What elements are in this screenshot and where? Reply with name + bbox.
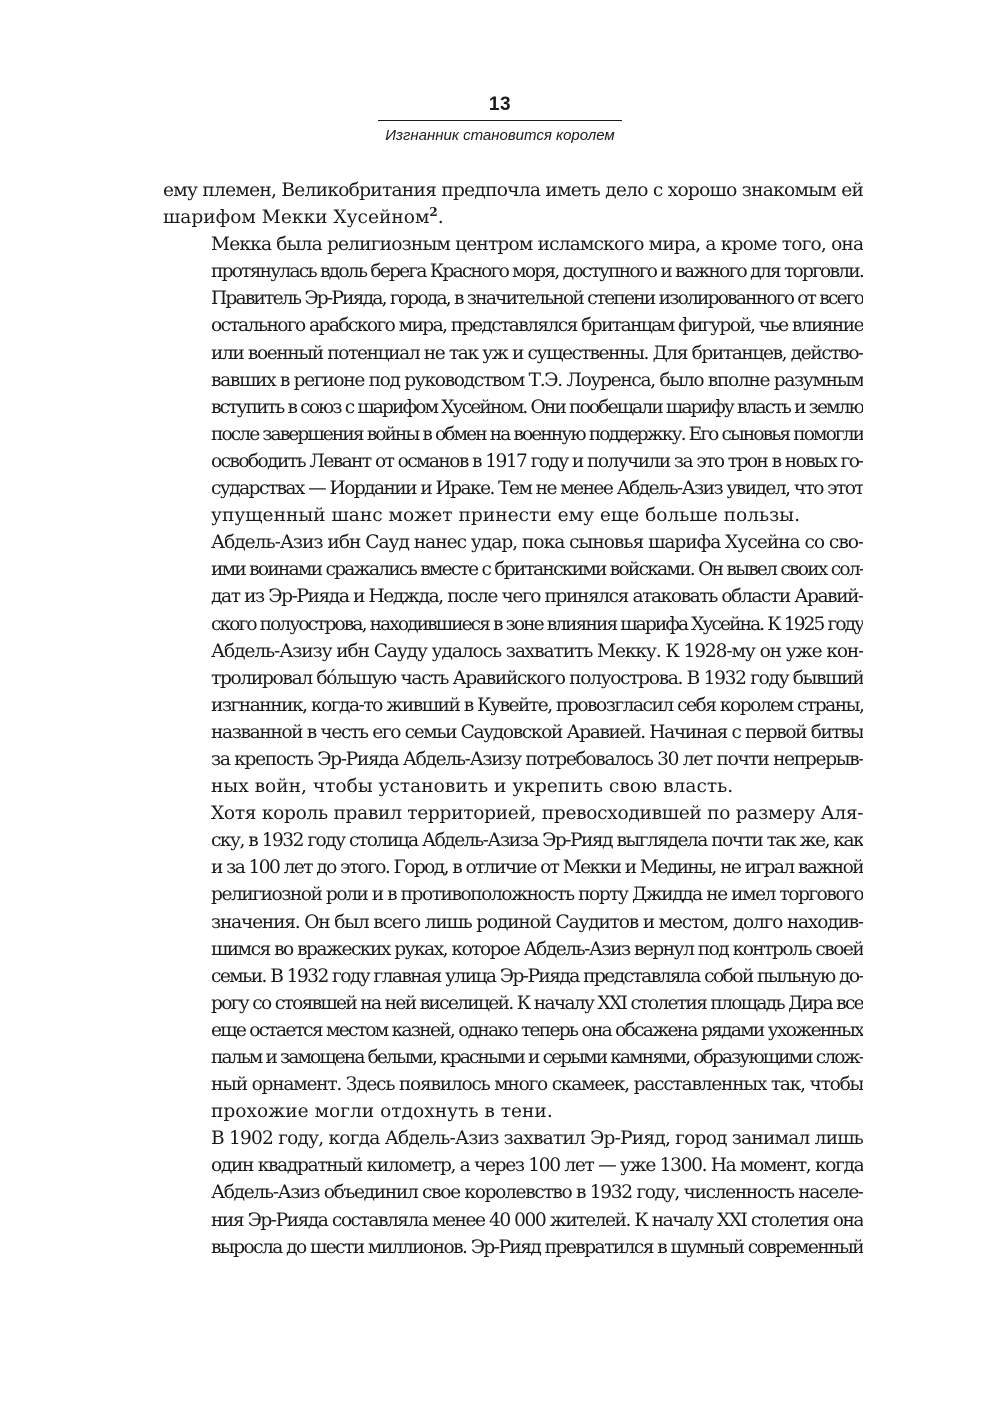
text-line: Хотя король правил территорией, превосходившей по размеру Аля- <box>211 803 863 825</box>
running-title: Изгнанник становится королем <box>385 127 615 144</box>
text-line: Абдель-Азиз объединил свое королевство в 1932 году, численность населе- <box>211 1182 863 1204</box>
sentence-end: . <box>437 207 444 229</box>
text-line: Правитель Эр-Рияда, города, в значительной степени изолированного от всего <box>211 288 863 310</box>
page-header <box>0 92 1000 147</box>
text-line: Мекка была религиозным центром исламского мира, а кроме того, она <box>211 234 863 256</box>
text-line: остального арабского мира, представлялся британцам фигурой, чье влияние <box>211 315 863 337</box>
text-line: ску, в 1932 году столица Абдель-Азиза Эр-Рияд выглядела почти так же, как <box>211 830 863 852</box>
text-line <box>163 204 863 231</box>
text-line: выросла до шести миллионов. Эр-Рияд превратился в шумный современный <box>211 1236 863 1258</box>
paragraph-2 <box>163 231 863 529</box>
paragraph-3 <box>163 529 863 800</box>
text-line: ими воинами сражались вместе с британскими войсками. Он вывел своих сол- <box>211 559 863 581</box>
text-line: прохожие могли отдохнуть в тени. <box>211 1101 553 1123</box>
text-line: протянулась вдоль берега Красного моря, доступного и важного для торговли. <box>211 261 863 283</box>
text-line: ный орнамент. Здесь появилось много скамеек, расставленных так, чтобы <box>211 1074 863 1096</box>
text-line: изгнанник, когда-то живший в Кувейте, провозгласил себя королем страны, <box>211 694 863 716</box>
text-line: освободить Левант от османов в 1917 году и получили за это трон в новых го- <box>211 450 863 472</box>
text-line-content: шарифом Мекки Хусейном <box>163 207 430 229</box>
text-line: дат из Эр-Рияда и Неджда, после чего принялся атаковать области Аравий- <box>211 586 863 608</box>
text-line: Абдель-Азиз ибн Сауд нанес удар, пока сыновья шарифа Хусейна со сво- <box>211 532 863 554</box>
paragraph-4 <box>163 800 863 1125</box>
text-line: шимся во вражеских руках, которое Абдель-Азиз вернул под контроль своей <box>211 938 863 960</box>
text-line: семьи. В 1932 году главная улица Эр-Рияда представляла собой пыльную до- <box>211 965 863 987</box>
text-line: или военный потенциал не так уж и существенны. Для британцев, действо- <box>211 342 863 364</box>
text-line: ского полуострова, находившиеся в зоне влияния шарифа Хусейна. К 1925 году <box>211 613 863 635</box>
text-line: названной в честь его семьи Саудовской Аравией. Начиная с первой битвы <box>211 721 863 743</box>
text-line: упущенный шанс может принести ему еще больше пользы. <box>211 505 801 527</box>
paragraph-1 <box>163 177 863 231</box>
text-line: религиозной роли и в противоположность порту Джидда не имел торгового <box>211 884 863 906</box>
text-line: рогу со стоявшей на ней виселицей. К началу XXI столетия площадь Дира все <box>211 992 863 1014</box>
text-line: сударствах — Иордании и Ираке. Тем не менее Абдель-Азиз увидел, что этот <box>211 478 863 500</box>
text-line: ния Эр-Рияда составляла менее 40 000 жителей. К началу XXI столетия она <box>211 1209 863 1231</box>
text-line: вступить в союз с шарифом Хусейном. Они пообещали шарифу власть и землю <box>211 396 863 418</box>
text-line: и за 100 лет до этого. Город, в отличие от Мекки и Медины, не играл важной <box>211 857 863 879</box>
text-line: еще остается местом казней, однако теперь она обсажена рядами ухоженных <box>211 1019 863 1041</box>
footnote-reference[interactable]: 2 <box>429 205 438 220</box>
body-text <box>163 177 863 1261</box>
header-divider <box>378 120 622 121</box>
text-line: ему племен, Великобритания предпочла иметь дело с хорошо знакомым ей <box>163 180 863 201</box>
text-line: значения. Он был всего лишь родиной Саудитов и местом, долго находив- <box>211 911 863 933</box>
page-number: 13 <box>488 94 512 115</box>
text-line: ных войн, чтобы установить и укрепить свою власть. <box>211 776 734 798</box>
text-line: тролировал бóльшую часть Аравийского полуострова. В 1932 году бывший <box>211 667 863 689</box>
text-line: один квадратный километр, а через 100 лет — уже 1300. На момент, когда <box>211 1155 863 1177</box>
text-line: вавших в регионе под руководством Т.Э. Лоуренса, было вполне разумным <box>211 369 863 391</box>
paragraph-5 <box>163 1125 863 1260</box>
text-line: после завершения войны в обмен на военную поддержку. Его сыновья помогли <box>211 423 863 445</box>
text-line: Абдель-Азизу ибн Сауду удалось захватить Мекку. К 1928-му он уже кон- <box>211 640 863 662</box>
text-line: В 1902 году, когда Абдель-Азиз захватил Эр-Рияд, город занимал лишь <box>211 1128 863 1150</box>
text-line: за крепость Эр-Рияда Абдель-Азизу потребовалось 30 лет почти непрерыв- <box>211 748 863 770</box>
text-line: пальм и замощена белыми, красными и серыми камнями, образующими слож- <box>211 1047 863 1068</box>
